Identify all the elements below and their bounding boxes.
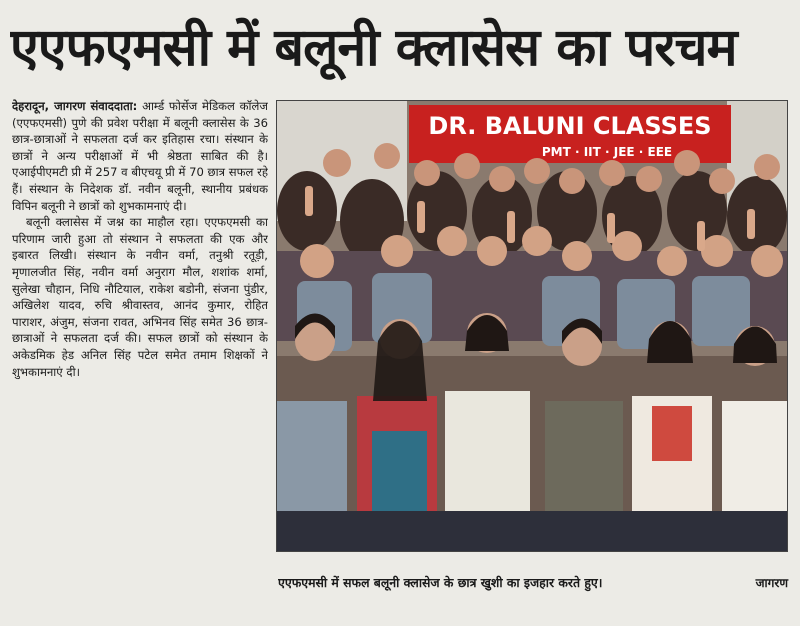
- paragraph-1-text: आर्म्ड फोर्सेज मेडिकल कॉलेज (एएफएमसी) पुणे की प्रवेश परीक्षा में बलूनी क्लासेस के 36 छात्र-छात्राओं ने सफलता दर्ज कर इतिहास रचा। संस्थान के छात्रों ने अन्य परीक्षाओं में भी श्रेष्ठता साबित की है। एआईपीएमटी प्री में 257 व बीएचयू प्री में 70 छात्र सफल रहे हैं। संस्थान के निदेशक डॉ. नवीन बलूनी, स्थानीय प्रबंधक विपिन बलूनी ने छात्रों को शुभकामनाएं दी।: [12, 99, 268, 213]
- headline: एएफएमसी में बलूनी क्लासेस का परचम: [10, 18, 737, 78]
- photo-caption: एएफएमसी में सफल बलूनी क्लासेज के छात्र खुशी का इजहार करते हुए।: [278, 575, 603, 590]
- article-paragraph-2: बलूनी क्लासेस में जश्न का माहौल रहा। एएफएमसी का परिणाम जारी हुआ तो संस्थान ने सफलता की एक और इबारत लिखी। संस्थान के नवीन वर्मा, तनुश्री रतूड़ी, मृणालजीत सिंह, नवीन वर्मा अनुराग मौल, शशांक शर्मा, सुलेखा चौहान, निधि नौटियाल, राकेश बडोनी, संजना पुंडीर, अखिलेश यादव, रुचि श्रीवास्तव, आनंद कुमार, रोहित पाराशर, अंजुम, संजना रावत, अभिनव सिंह समेत 36 छात्र-छात्राओं ने सफलता दर्ज की। सफल छात्रों को संस्थान के अकेडमिक हेड अनिल सिंह पटेल समेत तमाम शिक्षकों ने शुभकामनाएं दी।: [12, 215, 268, 379]
- article-paragraph-1: [12, 98, 268, 214]
- group-photo: [276, 100, 788, 552]
- photo-credit: जागरण: [755, 576, 788, 590]
- group-photo-illustration: [277, 101, 787, 551]
- banner-title: DR. BALUNI CLASSES: [428, 112, 712, 140]
- article-body: [12, 98, 268, 594]
- dateline: देहरादून, जागरण संवाददाता:: [12, 99, 138, 113]
- banner-subtitle: PMT · IIT · JEE · EEE: [541, 145, 673, 159]
